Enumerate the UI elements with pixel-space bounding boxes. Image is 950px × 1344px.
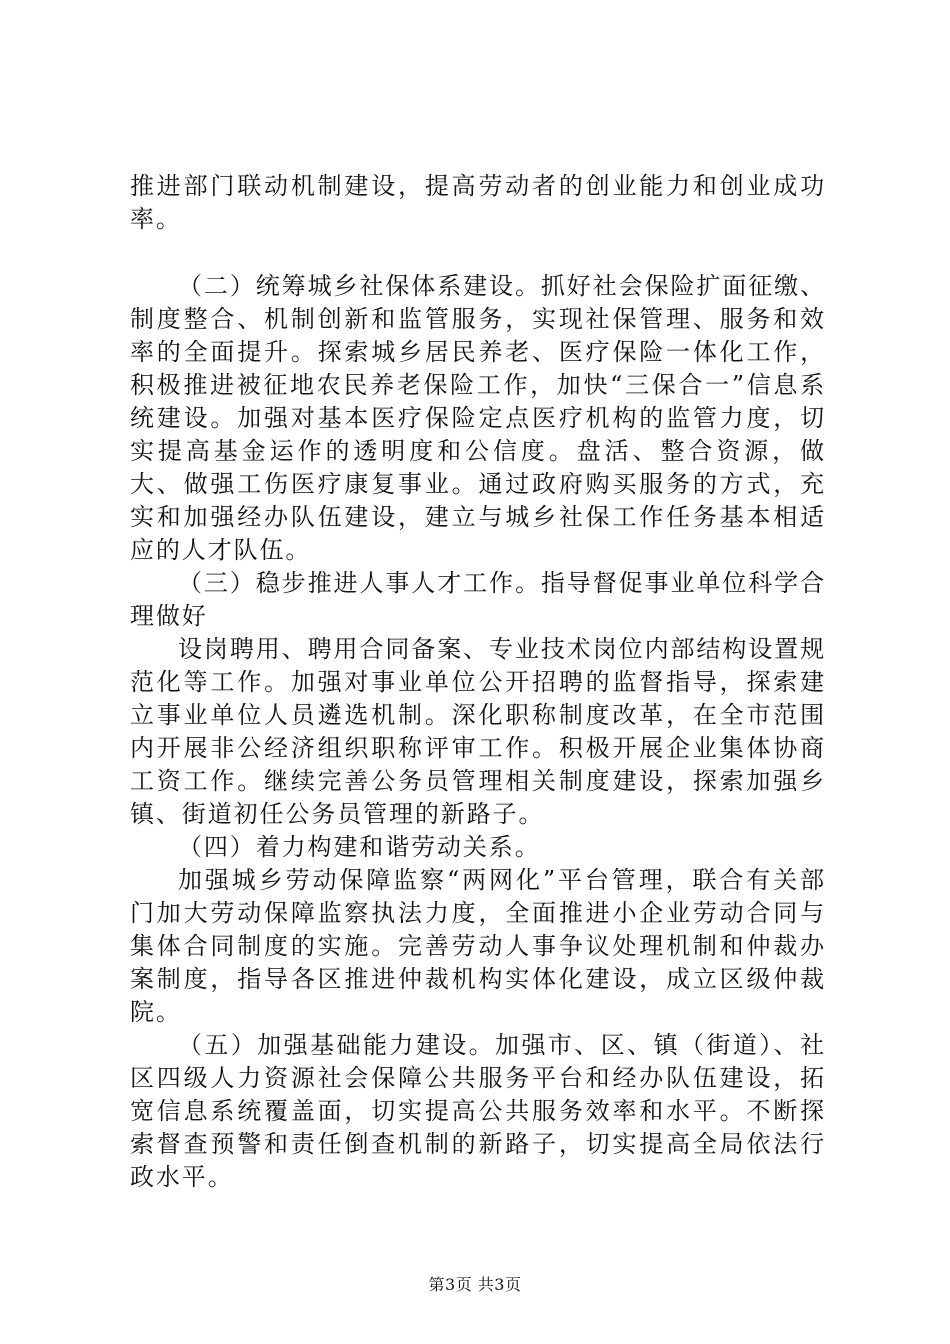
paragraph-section-3-body: 设岗聘用、聘用合同备案、专业技术岗位内部结构设置规范化等工作。加强对事业单位公开招聘的监督指导，探索建立事业单位人员遴选机制。深化职称制度改革，在全市范围内开展非公经济组织职称评审工作。积极开展企业集体协商工资工作。继续完善公务员管理相关制度建设，探索加强乡镇、街道初任公务员管理的新路子。 xyxy=(130,635,826,828)
document-body xyxy=(130,170,826,1194)
paragraph-section-4-body: 加强城乡劳动保障监察“两网化”平台管理，联合有关部门加大劳动保障监察执法力度，全面推进小企业劳动合同与集体合同制度的实施。完善劳动人事争议处理机制和仲裁办案制度，指导各区推进仲裁机构实体化建设，成立区级仲裁院。 xyxy=(130,866,826,1026)
paragraph-section-5: （五）加强基础能力建设。加强市、区、镇（街道）、社区四级人力资源社会保障公共服务平台和经办队伍建设，拓宽信息系统覆盖面，切实提高公共服务效率和水平。不断探索督查预警和责任倒查机制的新路子，切实提高全局依法行政水平。 xyxy=(130,1031,826,1191)
paragraph-continuation: 推进部门联动机制建设，提高劳动者的创业能力和创业成功率。 xyxy=(130,172,826,233)
paragraph-section-2: （二）统筹城乡社保体系建设。抓好社会保险扩面征缴、制度整合、机制创新和监管服务，实现社保管理、服务和效率的全面提升。探索城乡居民养老、医疗保险一体化工作，积极推进被征地农民养老保险工作，加快“三保合一”信息系统建设。加强对基本医疗保险定点医疗机构的监管力度，切实提高基金运作的透明度和公信度。盘活、整合资源，做大、做强工伤医疗康复事业。通过政府购买服务的方式，充实和加强经办队伍建设，建立与城乡社保工作任务基本相适应的人才队伍。 xyxy=(130,272,826,564)
paragraph-section-4-heading: （四）着力构建和谐劳动关系。 xyxy=(178,833,541,861)
page-footer: 第3页 共3页 xyxy=(428,1275,522,1294)
paragraph-section-3-heading: （三）稳步推进人事人才工作。指导督促事业单位科学合理做好 xyxy=(130,569,826,630)
